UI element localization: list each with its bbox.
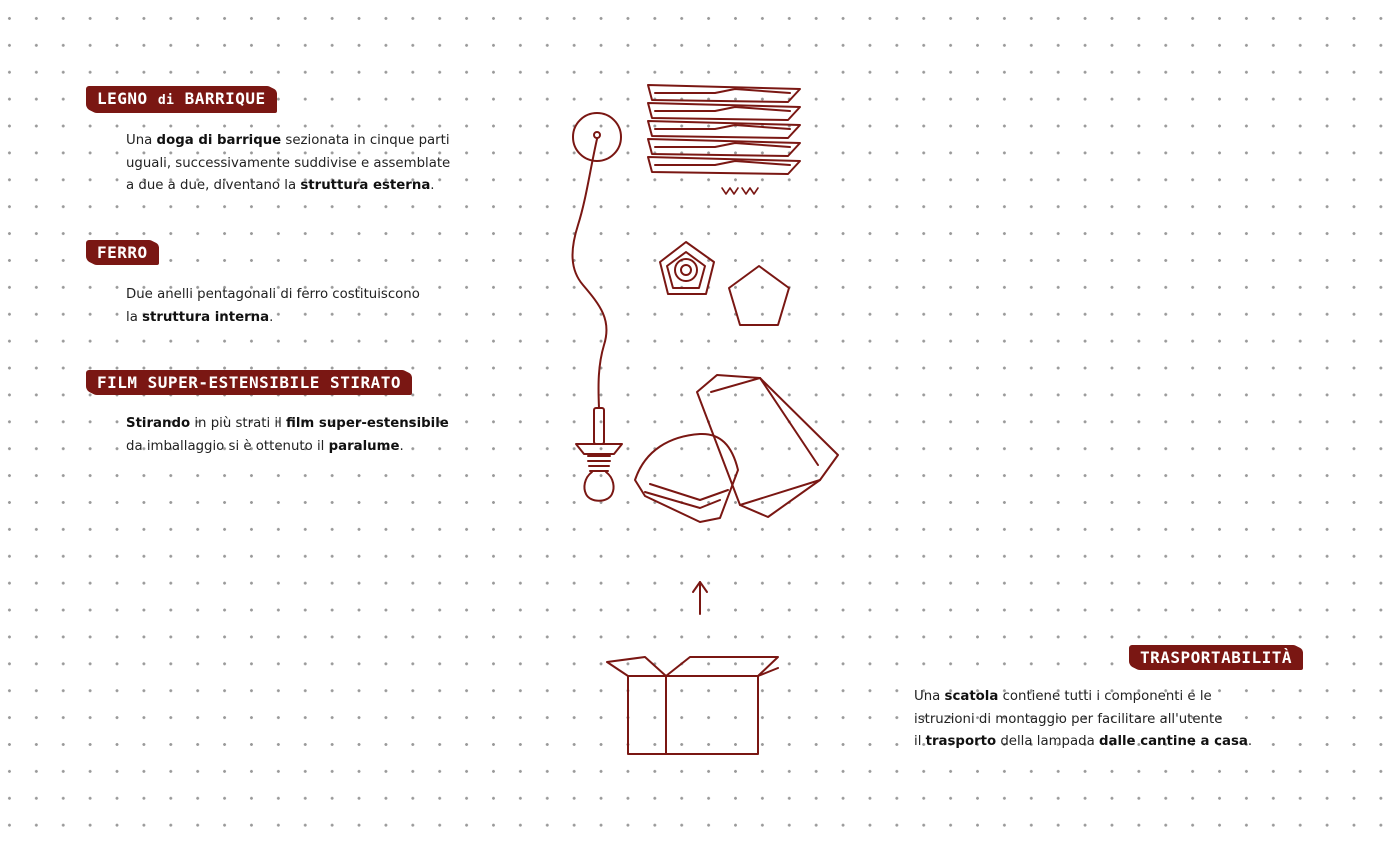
bold-text: film super-estensibile: [286, 416, 449, 431]
tag-film: FILM SUPER-ESTENSIBILE STIRATO: [88, 371, 410, 394]
text-run: .: [1247, 734, 1253, 749]
lamp-cable-icon: [573, 113, 621, 408]
text-run: .: [399, 438, 404, 454]
tag-legno-small: di: [157, 93, 175, 108]
bold-text: doga di barrique: [156, 133, 282, 148]
bold-text: dalle cantine a casa: [1098, 734, 1248, 749]
bold-text: struttura esterna: [300, 178, 431, 193]
bold-text: paralume: [328, 438, 400, 454]
bold-text: struttura interna: [142, 309, 270, 325]
iron-rings-icon: [660, 242, 789, 325]
text-run: .: [430, 178, 435, 193]
text-run: Due anelli pentagonali di ferro costituiscono: [126, 287, 420, 302]
lampshade-icon: [635, 375, 838, 522]
text-run: Una: [914, 689, 945, 704]
bold-text: Stirando: [126, 416, 191, 431]
bold-text: trasporto: [925, 734, 997, 749]
text-run: in più strati il: [190, 416, 287, 431]
box-icon: [607, 657, 778, 754]
text-run: della lampada: [996, 734, 1099, 749]
tag-trasporto: TRASPORTABILITÀ: [1131, 646, 1301, 669]
text-run: istruzioni di montaggio per facilitare all'utente: [914, 711, 1223, 727]
tag-legno-main: LEGNO: [97, 89, 148, 108]
text-run: .: [269, 309, 274, 325]
stave-pieces-icon: [648, 85, 800, 194]
text-run: la: [126, 309, 143, 325]
text-run: contiene tutti i componenti e le: [998, 689, 1212, 704]
tag-legno-end: BARRIQUE: [184, 89, 266, 108]
text-run: Una: [126, 133, 157, 148]
text-run: a due a due, diventano la: [126, 178, 301, 193]
text-run: sezionata in cinque parti: [281, 133, 450, 148]
text-run: uguali, successivamente suddivise e assemblate: [126, 155, 451, 171]
tag-ferro: FERRO: [88, 241, 157, 264]
bold-text: scatola: [944, 689, 999, 704]
text-run: il: [914, 734, 926, 749]
up-arrow-icon: [693, 582, 707, 614]
text-run: da imballaggio si è ottenuto il: [126, 438, 329, 454]
lamp-socket-icon: [576, 408, 622, 501]
